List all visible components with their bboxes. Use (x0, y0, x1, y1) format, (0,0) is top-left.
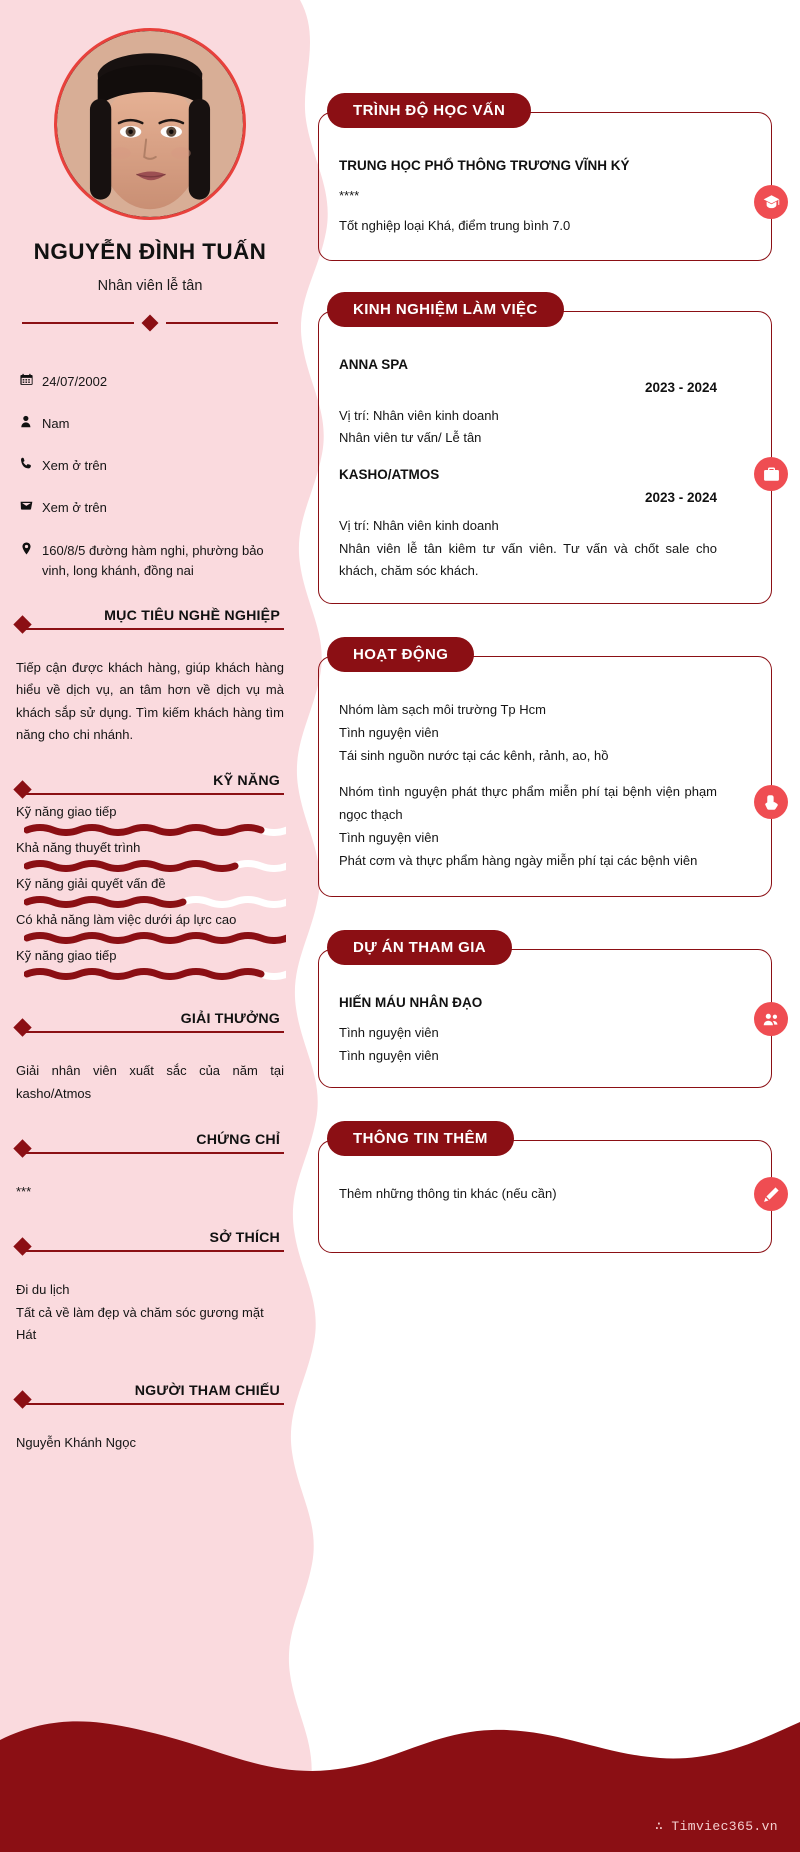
section-references (16, 1383, 284, 1454)
graduation-cap-icon (754, 185, 788, 219)
job-line: Nhân viên tư vấn/ Lễ tân (339, 430, 482, 446)
card-body (318, 939, 772, 1088)
hobbies-list (16, 1279, 284, 1346)
section-header (16, 1230, 284, 1257)
card-experience (318, 301, 772, 604)
project-name: HIẾN MÁU NHÂN ĐẠO (339, 995, 483, 1011)
hand-heart-icon (754, 785, 788, 819)
activity-line: Tình nguyện viên (339, 724, 439, 740)
activity-line: Nhóm làm sạch môi trường Tp Hcm (339, 702, 546, 718)
activity-line: Tái sinh nguồn nước tại các kênh, rảnh, ao, hồ (339, 747, 609, 763)
section-title-experience: KINH NGHIỆM LÀM VIỆC (327, 292, 564, 327)
activity-line: Nhóm tình nguyện phát thực phẩm miễn phí tại bệnh viện phạm ngọc thạch (339, 784, 717, 823)
skill-bar (24, 858, 286, 872)
section-title-activities: HOẠT ĐỘNG (327, 637, 474, 672)
page-title: NGUYỄN ĐÌNH TUẤN (33, 239, 267, 264)
contact-item-address (20, 541, 284, 581)
section-header (16, 607, 284, 635)
hobby-item: Hát (16, 1327, 37, 1343)
contact-item-phone (20, 456, 284, 476)
section-title: NGƯỜI THAM CHIẾU (134, 1383, 280, 1400)
school-name: TRUNG HỌC PHỔ THÔNG TRƯƠNG VĨNH KÝ (339, 158, 630, 173)
reference-name: Nguyễn Khánh Ngọc (16, 1435, 136, 1451)
objective-text: Tiếp cận được khách hàng, giúp khách hàng hiểu về dịch vụ, an tâm hơn về dịch vụ mà khách sắp sử dụng. Tìm kiếm khách hàng tìm năng cho chi nhánh. (16, 659, 284, 742)
avatar (54, 28, 246, 220)
awards-text: Giải nhân viên xuất sắc của năm tại kasho/Atmos (16, 1063, 284, 1101)
skill-item (16, 948, 284, 980)
section-skills (16, 773, 284, 980)
card-education (318, 102, 772, 261)
job-period: 2023 - 2024 (644, 379, 717, 395)
card-body (318, 1130, 772, 1253)
skill-label: Kỹ năng giao tiếp (16, 948, 117, 964)
card-activities (318, 646, 772, 897)
activity-line: Phát cơm và thực phẩm hàng ngày miễn phí tại các bệnh viên (339, 852, 698, 868)
education-major: **** (339, 187, 360, 203)
contact-item-gender (20, 414, 284, 434)
section-header (16, 773, 284, 800)
project-line: Tình nguyện viên (339, 1047, 439, 1063)
contact-item-birthdate (20, 372, 284, 392)
section-title: GIẢI THƯỞNG (180, 1011, 280, 1028)
education-result: Tốt nghiệp loại Khá, điểm trung bình 7.0 (339, 218, 571, 234)
skill-item (16, 912, 284, 944)
skill-label: Kỹ năng giao tiếp (16, 804, 117, 820)
section-awards (16, 1011, 284, 1105)
section-header (16, 1132, 284, 1159)
card-body (318, 301, 772, 604)
certificates-text: *** (16, 1184, 32, 1199)
skill-bar (24, 894, 286, 908)
contact-list (16, 372, 284, 581)
user-icon (20, 414, 42, 428)
company-name: ANNA SPA (339, 357, 409, 373)
activity-line: Tình nguyện viên (339, 829, 439, 845)
section-title-projects: DỰ ÁN THAM GIA (327, 930, 512, 965)
contact-value: Xem ở trên (42, 458, 107, 474)
name-divider (22, 316, 278, 330)
job-line: Vị trí: Nhân viên kinh doanh (339, 407, 499, 423)
section-title: KỸ NĂNG (213, 773, 280, 790)
people-icon (754, 1002, 788, 1036)
skill-item (16, 840, 284, 872)
skill-label: Có khả năng làm việc dưới áp lực cao (16, 912, 237, 928)
job-line: Vị trí: Nhân viên kinh doanh (339, 517, 499, 533)
card-projects (318, 939, 772, 1088)
hobby-item: Tất cả về làm đẹp và chăm sóc gương mặt (16, 1304, 264, 1320)
section-title-additional: THÔNG TIN THÊM (327, 1121, 514, 1156)
contact-value: Nam (42, 416, 70, 432)
contact-value: Xem ở trên (42, 500, 107, 516)
skill-bar (24, 930, 286, 944)
skill-item (16, 876, 284, 908)
card-additional-info (318, 1130, 772, 1253)
mail-icon (20, 498, 42, 512)
skill-bar (24, 822, 286, 836)
hobby-item: Đi du lịch (16, 1282, 70, 1298)
section-title: CHỨNG CHỈ (196, 1132, 280, 1148)
contact-item-email (20, 498, 284, 518)
section-certificates (16, 1132, 284, 1203)
card-body (318, 102, 772, 261)
card-body (318, 646, 772, 897)
contact-value: 24/07/2002 (42, 374, 108, 389)
section-header (16, 1011, 284, 1038)
additional-text: Thêm những thông tin khác (nếu cần) (339, 1186, 557, 1202)
skill-item (16, 804, 284, 836)
job-line: Nhân viên lễ tân kiêm tư vấn viên. Tư vấn và chốt sale cho khách, chăm sóc khách. (339, 540, 717, 579)
company-name: KASHO/ATMOS (339, 467, 440, 483)
project-line: Tình nguyện viên (339, 1024, 439, 1040)
job-period: 2023 - 2024 (644, 489, 717, 505)
job-title: Nhân viên lễ tân (97, 278, 203, 294)
contact-value: 160/8/5 đường hàm nghi, phường bảo vinh, long khánh, đồng nai (42, 542, 264, 578)
section-header (16, 1383, 284, 1410)
section-title: MỤC TIÊU NGHỀ NGHIỆP (104, 607, 280, 624)
section-title: SỞ THÍCH (209, 1230, 280, 1247)
briefcase-icon (754, 457, 788, 491)
brand-watermark: ∴ Timviec365.vn (654, 1819, 778, 1834)
skill-bar (24, 966, 286, 980)
phone-icon (20, 456, 42, 470)
pen-icon (754, 1177, 788, 1211)
skill-label: Kỹ năng giải quyết vấn đề (16, 876, 166, 892)
section-hobbies (16, 1230, 284, 1346)
section-career-objective (16, 607, 284, 746)
skill-label: Khả năng thuyết trình (16, 840, 141, 856)
section-title-education: TRÌNH ĐỘ HỌC VẤN (327, 93, 531, 128)
calendar-icon (20, 372, 42, 386)
location-icon (20, 541, 42, 555)
